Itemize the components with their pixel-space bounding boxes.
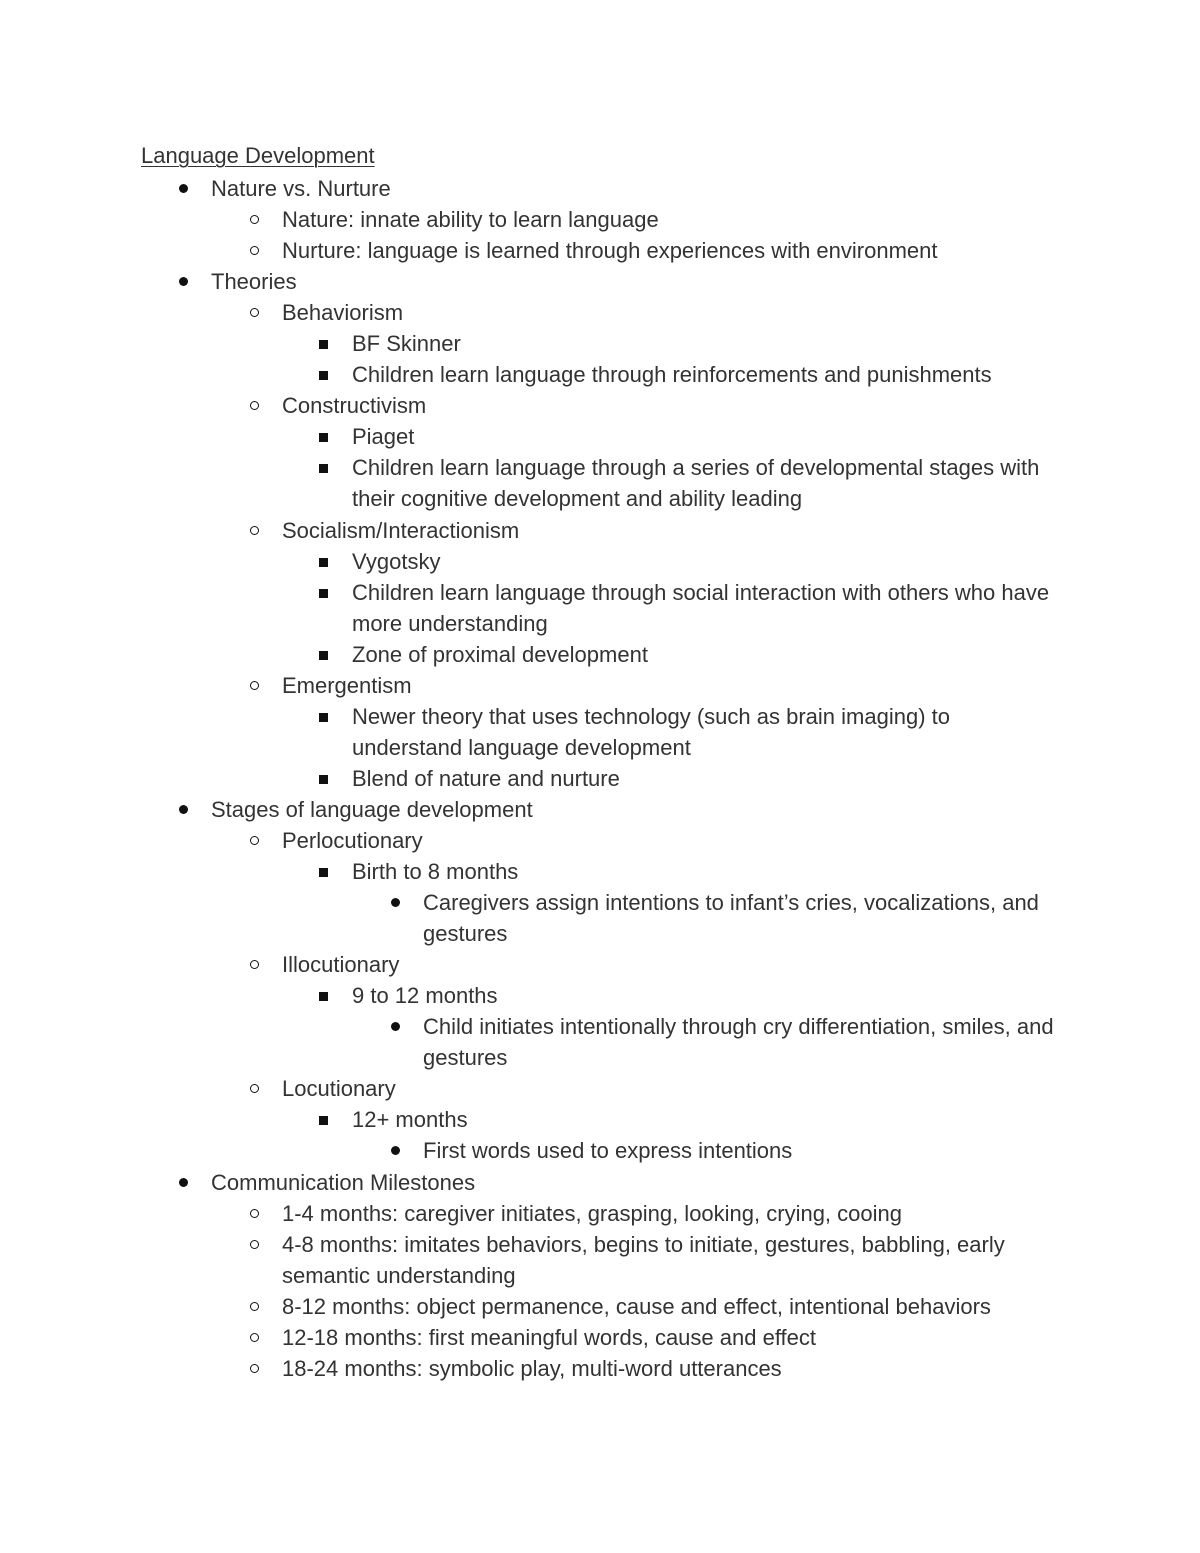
list-item-text: Theories xyxy=(211,269,297,295)
list-item xyxy=(0,452,1052,514)
list-item xyxy=(0,1291,1200,1322)
circle-bullet-icon xyxy=(249,297,269,328)
list-item-text: 18-24 months: symbolic play, multi-word utterances xyxy=(282,1355,782,1381)
list-item xyxy=(0,763,1200,794)
list-item xyxy=(0,390,1200,421)
list-item-text: 12-18 months: first meaningful words, cause and effect xyxy=(282,1324,816,1350)
list-item-text: Children learn language through social interaction with others who have more understanding xyxy=(352,579,1050,636)
circle-bullet-icon xyxy=(249,1353,269,1384)
list-item xyxy=(0,1229,1082,1291)
list-item-text: Illocutionary xyxy=(282,952,400,978)
list-item xyxy=(0,670,1200,701)
square-bullet-icon xyxy=(318,701,338,732)
list-item-text: Blend of nature and nurture xyxy=(352,765,620,791)
list-item xyxy=(0,639,1200,670)
bullet-icon xyxy=(178,794,198,825)
list-item xyxy=(0,328,1200,359)
list-item-text: Nature vs. Nurture xyxy=(211,176,391,201)
list-item xyxy=(0,949,1200,980)
list-item xyxy=(0,825,1200,856)
list-item xyxy=(0,1073,1200,1104)
list-item xyxy=(0,359,1200,390)
list-item-text: Children learn language through reinforcements and punishments xyxy=(352,362,992,388)
bullet-icon xyxy=(390,1135,410,1166)
list-item-text: Newer theory that uses technology (such as brain imaging) to understand language development xyxy=(352,703,950,760)
list-item xyxy=(0,701,1012,763)
list-item-text: 1-4 months: caregiver initiates, grasping, looking, crying, cooing xyxy=(282,1200,902,1226)
list-item-text: Zone of proximal development xyxy=(352,641,648,667)
bullet-icon xyxy=(178,266,198,297)
list-item xyxy=(0,887,1063,949)
square-bullet-icon xyxy=(318,452,338,483)
list-item-text: Socialism/Interactionism xyxy=(282,517,520,543)
list-item-text: Perlocutionary xyxy=(282,827,423,853)
circle-bullet-icon xyxy=(249,1198,269,1229)
list-item-text: Stages of language development xyxy=(211,796,533,822)
list-item xyxy=(0,856,1200,887)
list-item-text: Emergentism xyxy=(282,672,412,698)
list-item-text: Nature: innate ability to learn language xyxy=(282,207,659,233)
list-item-text: 8-12 months: object permanence, cause and effect, intentional behaviors xyxy=(282,1293,991,1319)
list-item xyxy=(0,297,1200,328)
circle-bullet-icon xyxy=(249,949,269,980)
outline-list xyxy=(0,173,1200,1384)
page-title: Language Development xyxy=(141,143,375,168)
circle-bullet-icon xyxy=(249,1073,269,1104)
list-item-text: Child initiates intentionally through cry differentiation, smiles, and gestures xyxy=(423,1014,1054,1071)
circle-bullet-icon xyxy=(249,204,269,235)
list-item xyxy=(0,1353,1200,1384)
circle-bullet-icon xyxy=(249,825,269,856)
list-item xyxy=(0,1198,1200,1229)
square-bullet-icon xyxy=(318,359,338,390)
square-bullet-icon xyxy=(318,421,338,452)
list-item xyxy=(0,1104,1200,1135)
circle-bullet-icon xyxy=(249,515,269,546)
list-item-text: Nurture: language is learned through experiences with environment xyxy=(282,238,938,264)
list-item-text: Communication Milestones xyxy=(211,1169,476,1195)
list-item-text: Behaviorism xyxy=(282,300,404,326)
list-item xyxy=(0,577,1052,639)
square-bullet-icon xyxy=(318,546,338,577)
list-item-text: Piaget xyxy=(352,424,415,450)
circle-bullet-icon xyxy=(249,1229,269,1260)
list-item xyxy=(0,1167,1200,1198)
bullet-icon xyxy=(178,173,198,204)
square-bullet-icon xyxy=(318,639,338,670)
square-bullet-icon xyxy=(318,856,338,887)
square-bullet-icon xyxy=(318,328,338,359)
circle-bullet-icon xyxy=(249,670,269,701)
list-item-text: 12+ months xyxy=(352,1107,468,1133)
list-item-text: 4-8 months: imitates behaviors, begins to initiate, gestures, babbling, early semantic understanding xyxy=(282,1231,1005,1288)
list-item xyxy=(0,235,1200,266)
list-item-text: Vygotsky xyxy=(352,548,441,574)
list-item-text: Birth to 8 months xyxy=(352,859,519,885)
list-item-text: BF Skinner xyxy=(352,331,461,357)
list-item xyxy=(0,546,1200,577)
list-item-text: Children learn language through a series of developmental stages with their cognitive development and ability leading xyxy=(352,455,1040,512)
square-bullet-icon xyxy=(318,763,338,794)
circle-bullet-icon xyxy=(249,235,269,266)
square-bullet-icon xyxy=(318,577,338,608)
list-item-text: Locutionary xyxy=(282,1076,396,1102)
circle-bullet-icon xyxy=(249,1322,269,1353)
list-item xyxy=(0,1135,1200,1166)
circle-bullet-icon xyxy=(249,390,269,421)
circle-bullet-icon xyxy=(249,1291,269,1322)
list-item-text: First words used to express intentions xyxy=(423,1138,793,1164)
list-item xyxy=(0,1011,1083,1073)
list-item xyxy=(0,794,1200,825)
list-item-text: Caregivers assign intentions to infant’s cries, vocalizations, and gestures xyxy=(423,890,1039,947)
list-item xyxy=(0,980,1200,1011)
bullet-icon xyxy=(390,1011,410,1042)
list-item xyxy=(0,266,1200,297)
list-item-text: Constructivism xyxy=(282,393,427,419)
list-item xyxy=(0,1322,1200,1353)
square-bullet-icon xyxy=(318,1104,338,1135)
bullet-icon xyxy=(178,1167,198,1198)
list-item xyxy=(0,515,1200,546)
list-item xyxy=(0,204,1200,235)
bullet-icon xyxy=(390,887,410,918)
square-bullet-icon xyxy=(318,980,338,1011)
list-item xyxy=(0,173,1200,204)
list-item-text: 9 to 12 months xyxy=(352,983,498,1009)
list-item xyxy=(0,421,1200,452)
